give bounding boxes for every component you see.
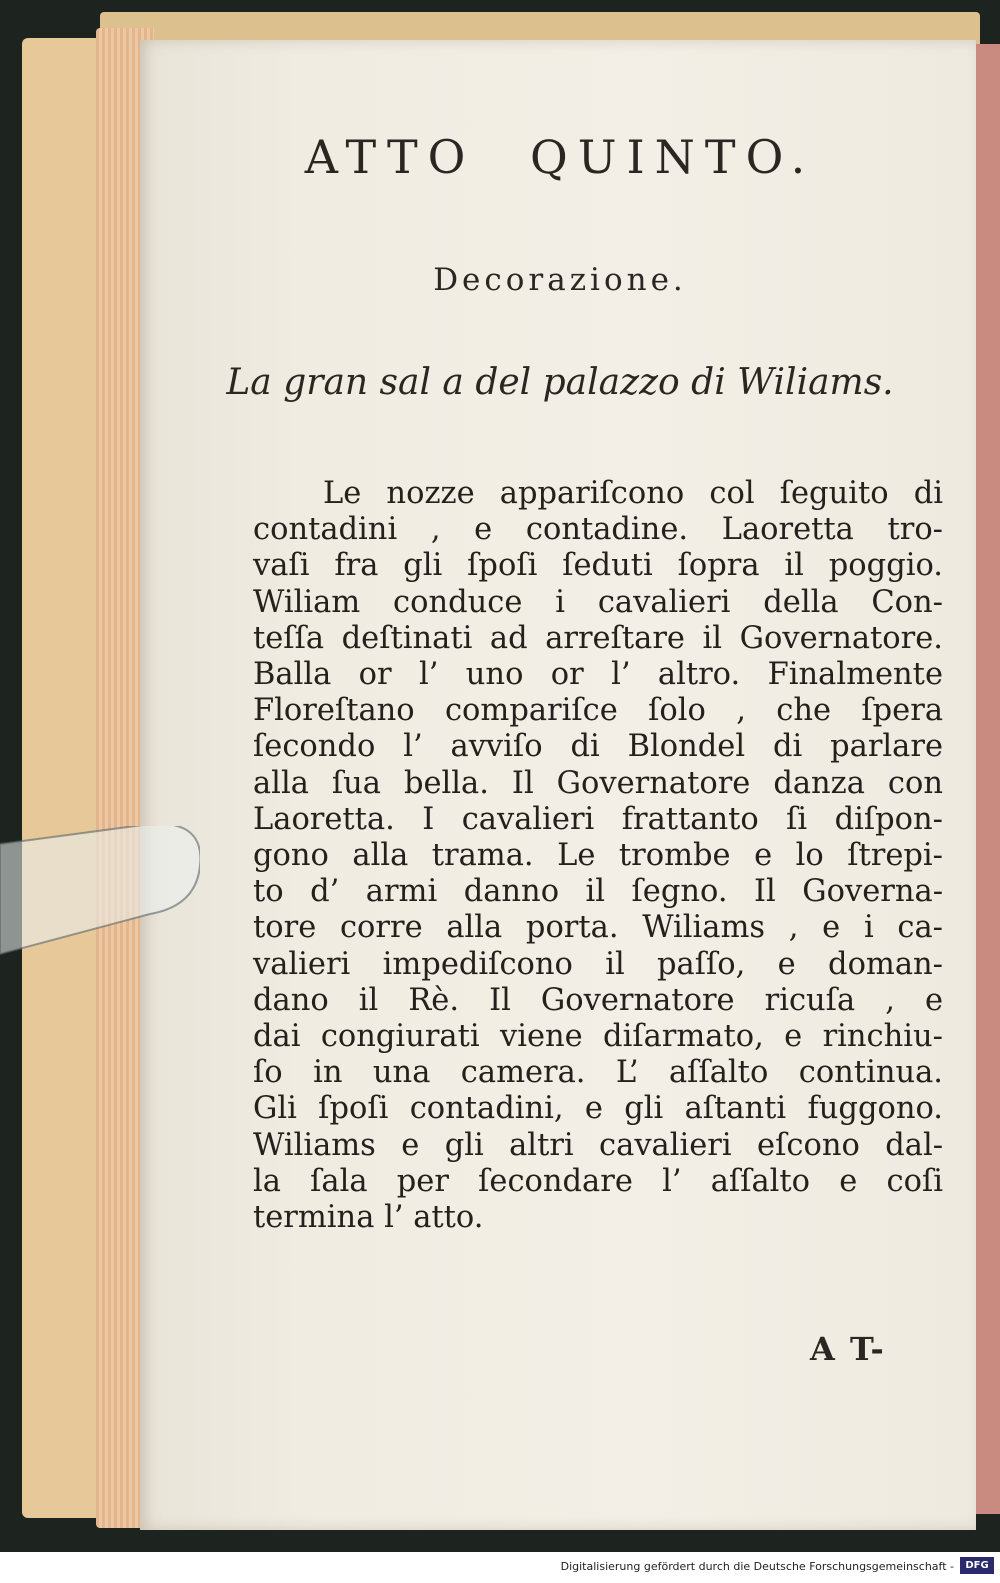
- catchword: A T-: [810, 1330, 886, 1368]
- text-line: Wiliam conduce i cavalieri della Con-: [253, 584, 943, 620]
- text-line: to d’ armi danno il ſegno. Il Governa-: [253, 874, 943, 910]
- text-line: gono alla trama. Le trombe e lo ſtrepi-: [253, 838, 943, 874]
- text-line: alla ſua bella. Il Governatore danza con: [253, 765, 943, 801]
- text-line: dai congiurati viene diſarmato, e rinchiu-: [253, 1019, 943, 1055]
- dfg-logo: DFG: [960, 1557, 994, 1574]
- text-line: tore corre alla porta. Wiliams , e i ca-: [253, 910, 943, 946]
- act-title: ATTO QUINTO.: [304, 130, 816, 184]
- page-holder-clip: [0, 826, 200, 966]
- text-line: ſo in una camera. L’ aſſalto continua.: [253, 1055, 943, 1091]
- text-line: contadini , e contadine. Laoretta tro-: [253, 512, 943, 548]
- text-line: ſecondo l’ avviſo di Blondel di parlare: [253, 729, 943, 765]
- stage-directions: [253, 476, 943, 1236]
- text-line: Floreſtano compariſce ſolo , che ſpera: [253, 693, 943, 729]
- text-line: la ſala per ſecondare l’ aſſalto e coſi: [253, 1163, 943, 1199]
- scene-description: La gran sal a del palazzo di Wiliams.: [226, 362, 894, 403]
- digitization-footer: [0, 1552, 1000, 1583]
- text-line: Laoretta. I cavalieri frattanto ſi diſpon-: [253, 801, 943, 837]
- text-line: Balla or l’ uno or l’ altro. Finalmente: [253, 657, 943, 693]
- text-line: valieri impediſcono il paſſo, e doman-: [253, 946, 943, 982]
- text-line: teſſa deſtinati ad arreſtare il Governatore.: [253, 620, 943, 656]
- footer-credit: Digitalisierung gefördert durch die Deutsche Forschungsgemeinschaft -: [560, 1560, 954, 1573]
- text-line: Wiliams e gli altri cavalieri eſcono dal-: [253, 1127, 943, 1163]
- text-line: termina l’ atto.: [253, 1200, 484, 1236]
- text-line: vaſi fra gli ſpoſi ſeduti ſopra il poggio.: [253, 548, 943, 584]
- text-line: Gli ſpoſi contadini, e gli aſtanti fuggono.: [253, 1091, 943, 1127]
- decoration-heading: Decorazione.: [433, 262, 687, 298]
- text-line: dano il Rè. Il Governatore ricuſa , e: [253, 982, 943, 1018]
- text-line: Le nozze appariſcono col ſeguito di: [323, 476, 943, 511]
